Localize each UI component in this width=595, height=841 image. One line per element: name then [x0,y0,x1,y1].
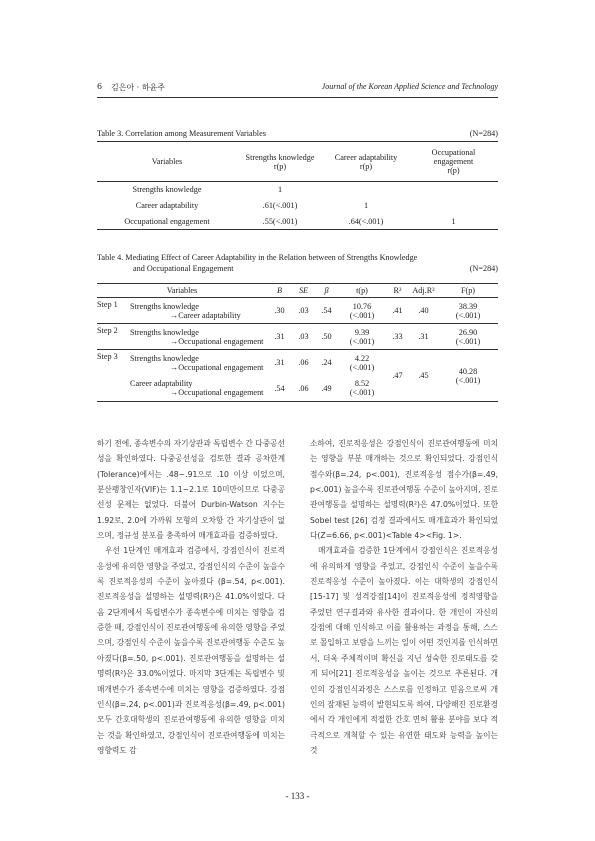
table-row [97,324,498,350]
table4-caption-line [97,252,498,274]
header-strengths: Strengths knowledge r(p) [237,142,323,182]
step-label: Step 2 [97,324,130,350]
header-b: B [267,284,292,298]
step-variables: Strengths knowledge →Career adaptability [130,298,267,324]
correlation-table [97,141,498,230]
cell: 9.39 (<.001) [338,324,386,350]
table-row [97,198,498,214]
paragraph: 하기 전에, 종속변수의 자기상관과 독립변수 간 다중공선성을 확인하였다. 다중공선성을 검토한 결과 공차한계(Tolerance)에서는 .48~.91으로 .10 이상 이었으며, 분산팽창인자(VIF)는 1.1~2.1로 10미만이므로 다중공선성 문제는 없었다. 더불어 Durbin-Watson 지수는 1.92로, 2.0에 가까워 모형의 오차항 간 자기상관이 없으며, 정규성 분포를 충족하여 매개효과를 검증하였다. [97,439,285,541]
header-variables: Variables [97,284,267,298]
cell: 40.28 (<.001) [438,350,498,402]
mediation-table [97,283,498,402]
cell: .64(<.001) [323,214,409,230]
cell: .33 [386,324,409,350]
cell: .03 [292,324,315,350]
cell [409,198,498,214]
table3-n: (N=284) [469,129,498,138]
header-beta: β [315,284,338,298]
cell [409,182,498,198]
cell: .45 [409,350,438,402]
page-footer: - 133 - [285,791,310,801]
step-label: Step 3 [97,350,130,402]
running-header [97,82,498,96]
cell: 1 [277,185,283,195]
header-se: SE [292,284,315,298]
cell: .47 [386,350,409,402]
cell: .61(<.001) [262,201,298,210]
table-row [97,298,498,324]
header-fp: F(p) [438,284,498,298]
cell: .40 [409,298,438,324]
body-column-left [97,436,285,758]
cell: 26.90 (<.001) [438,324,498,350]
cell: .06 [292,376,315,402]
table-row [97,214,498,230]
row-label: Strengths knowledge [132,185,202,195]
cell: .06 [298,358,309,368]
header-career: Career adaptability r(p) [323,142,409,182]
cell: .54 [267,376,292,402]
cell: .24 [321,358,332,368]
header-occupational: Occupational engagement r(p) [409,142,498,182]
row-label: Occupational engagement [97,214,237,230]
header-variables: Variables [97,142,237,182]
row-label: Career adaptability [135,201,199,210]
journal-name: Journal of the Korean Applied Science and Technology [321,82,498,91]
step-variables: Strengths knowledge →Occupational engagement [130,353,264,372]
cell: .03 [292,298,315,324]
cell: .50 [315,324,338,350]
paragraph: 소하여, 진로적응성은 강점인식이 진로관여행동에 미치는 영향을 부분 매개하는 것으로 확인되었다. 강점인식 점수와(β=.24, p<.001), 진로적응성 점수가(β=.49, p<.001) 높을수록 진로관여행동 수준이 높아지며, 진로관여행동을 설명하는 설명력(R²)은 47.0%이었다. 또한 Sobel test [26] 검정 결과에서도 매개효과가 확인되었다(Z=6.66, p<.001)<Table 4><Fig. 1>. [310,439,498,541]
table4-caption-line1: Table 4. Mediating Effect of Career Adaptability in the Relation between of Strengths Knowledge [97,253,418,262]
table-header-row [97,142,498,182]
table-header-row [97,284,498,298]
step-label: Step 1 [97,298,130,324]
cell: 4.22 (<.001) [349,353,375,372]
cell: 8.52 (<.001) [338,376,386,402]
table3-caption: Table 3. Correlation among Measurement Variables [97,129,266,138]
cell: .30 [267,298,292,324]
header-authors: 김은아 · 하윤주 [111,83,165,92]
cell: .31 [409,324,438,350]
cell: 1 [363,201,369,210]
paragraph: 우선 1단계인 매개효과 검증에서, 강점인식이 진로적응성에 유의한 영향을 주었고, 강점인식의 수준이 높을수록 진로적응성의 수준이 높아졌다 (β=.54, p<.001). 진로적응성을 설명하는 설명력(R²)은 41.0%이었다. 다음 2단계에서 독립변수가 종속변수에 미치는 영향을 검증한 때, 강점인식이 진로관여행동에 유의한 영향을 주었으며, 강점인식 수준이 높을수록 진로관여행동 수준도 높아졌다(β=.50, p<.001). 진로관여행동을 설명하는 설명력(R²)은 33.0%이었다. 마지막 3단계는 독립변수 및 매개변수가 종속변수에 미치는 영향을 검증하였다. 강점인식(β=.24, p<.001)과 진로적응성(β=.49, p<.001) 모두 간호대학생의 진로관여행동에 유의한 영향을 미치는 것을 확인하였고, 강점인식이 진로관여행동에 미치는 영향력도 감 [97,546,285,755]
cell: 1 [409,214,498,230]
cell: 38.39 (<.001) [438,298,498,324]
paragraph: 매개효과를 검증한 1단계에서 강점인식은 진로적응성에 유의하게 영향을 주었고, 강점인식 수준이 높을수록 진로적응성 수준이 높아졌다. 이는 대학생의 강점인식[15-17] 및 성격강점[14]이 진로적응성에 정적영향을 주었던 연구결과와 유사한 결과이다. 한 개인이 자신의 강점에 대해 인식하고 이를 활용하는 과정을 통해, 스스로 몰입하고 보람을 느끼는 일이 어떤 것인지를 인식하면서, 더욱 주체적이며 확신을 지닌 성숙한 진로태도를 갖게 되어[21] 진로적응성을 높이는 것으로 추론된다. 개인의 강점인식과정은 스스로를 인정하고 믿음으로써 개인의 잠재된 능력이 발현되도록 하여, 다양해진 진로환경에서 각 개인에게 적절한 간호 면허 활용 분야를 보다 적극적으로 개척할 수 있는 유연한 태도와 능력을 높이는 것 [310,546,498,755]
table4-n: (N=284) [469,264,498,273]
header-tp: t(p) [338,284,386,298]
cell [323,182,409,198]
step-variables: Career adaptability →Occupational engagement [130,376,267,402]
page-number: 6 [97,82,103,91]
header-r2: R² [386,284,409,298]
table3-caption-line [97,128,498,139]
table4-caption-line2: and Occupational Engagement [133,264,234,273]
cell: .31 [274,358,285,368]
cell: 10.76 (<.001) [338,298,386,324]
step-variables: Strengths knowledge →Occupational engagement [130,324,267,350]
cell: .55(<.001) [237,214,323,230]
cell: .41 [386,298,409,324]
cell: .49 [315,376,338,402]
table-row [97,182,498,198]
cell: .54 [315,298,338,324]
header-adjr2: Adj.R² [409,284,438,298]
cell: .31 [267,324,292,350]
body-column-right [310,436,498,758]
table-row [97,350,498,376]
header-rule [97,97,498,98]
